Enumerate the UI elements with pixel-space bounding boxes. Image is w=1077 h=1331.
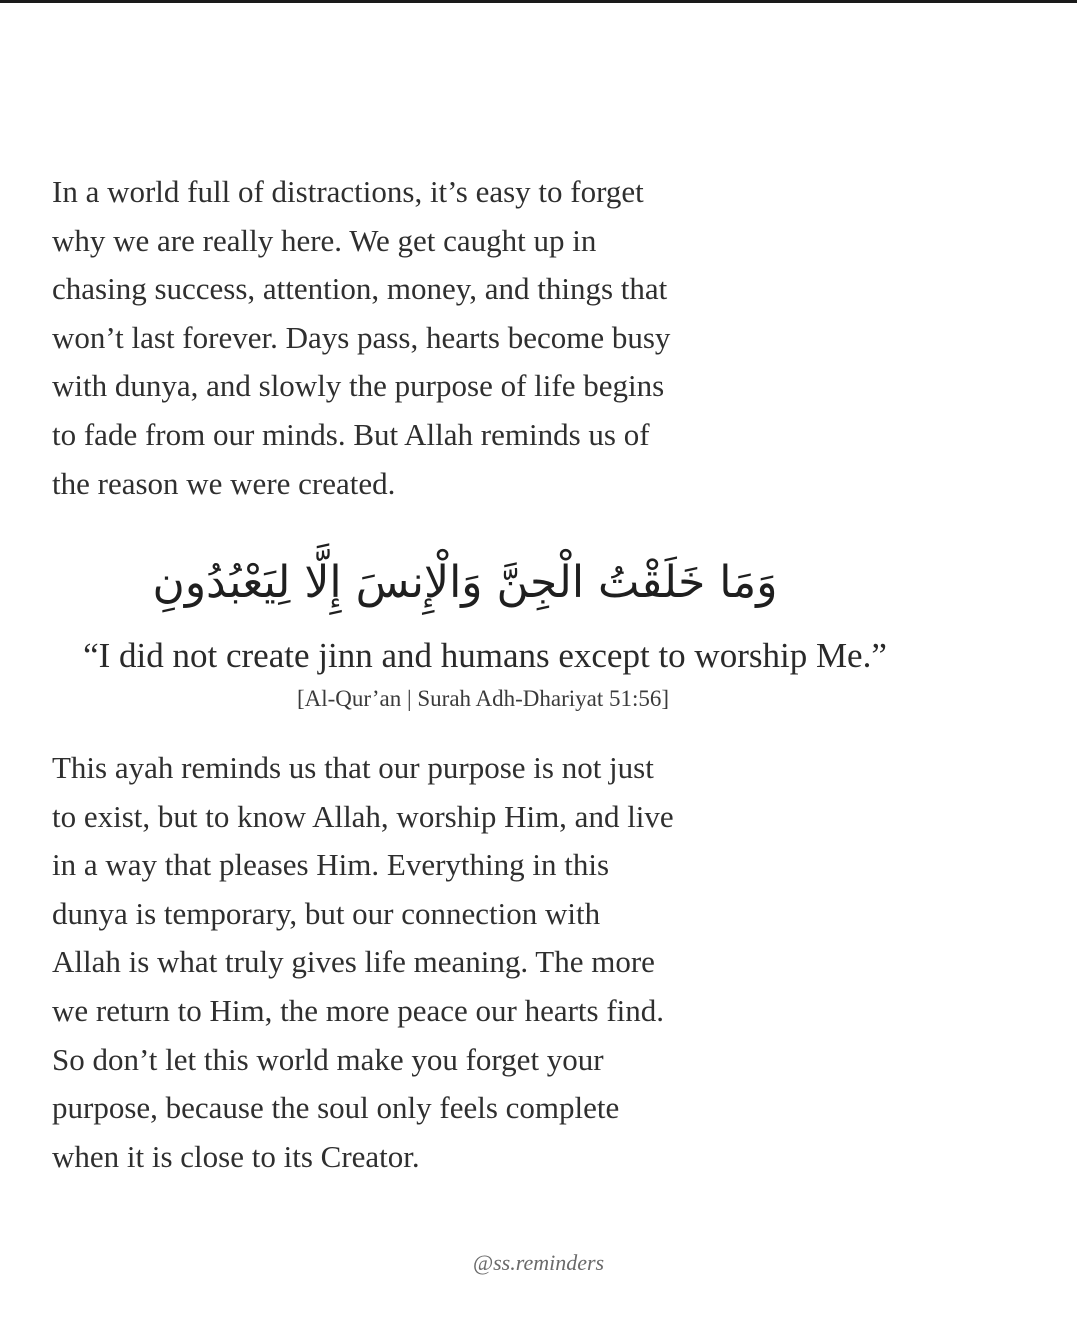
- intro-line: to fade from our minds. But Allah reminds us of: [52, 416, 650, 452]
- ayah-arabic-text: وَمَا خَلَقْتُ الْجِنَّ وَالْإِنسَ إِلَّا لِيَعْبُدُونِ: [152, 557, 778, 608]
- reflection-line: in a way that pleases Him. Everything in this: [52, 847, 610, 883]
- reflection-line: So don’t let this world make you forget your: [52, 1041, 604, 1077]
- reflection-line: to exist, but to know Allah, worship Him, and live: [52, 798, 674, 834]
- reflection-line: This ayah reminds us that our purpose is not just: [52, 750, 654, 785]
- ayah-reference: [Al-Qur’an | Surah Adh-Dhariyat 51:56]: [296, 686, 670, 711]
- reflection-paragraph: [52, 744, 752, 1181]
- reflection-line: purpose, because the soul only feels complete: [52, 1090, 620, 1126]
- intro-line: why we are really here. We get caught up in: [52, 222, 597, 258]
- top-border: [0, 0, 1077, 3]
- intro-line: chasing success, attention, money, and things that: [52, 271, 668, 307]
- intro-line: won’t last forever. Days pass, hearts become busy: [52, 319, 671, 355]
- reflection-line: we return to Him, the more peace our hearts find.: [52, 992, 665, 1028]
- intro-line: In a world full of distractions, it’s easy to forget: [52, 174, 644, 209]
- intro-paragraph: [52, 168, 752, 508]
- intro-line: the reason we were created.: [52, 465, 396, 501]
- reflection-line: dunya is temporary, but our connection with: [52, 895, 601, 931]
- intro-line: with dunya, and slowly the purpose of life begins: [52, 368, 665, 404]
- ayah-translation: “I did not create jinn and humans except to worship Me.”: [83, 636, 887, 675]
- reflection-line: Allah is what truly gives life meaning. The more: [52, 944, 655, 980]
- author-handle: @ss.reminders: [472, 1250, 605, 1275]
- reflection-line: when it is close to its Creator.: [52, 1138, 420, 1174]
